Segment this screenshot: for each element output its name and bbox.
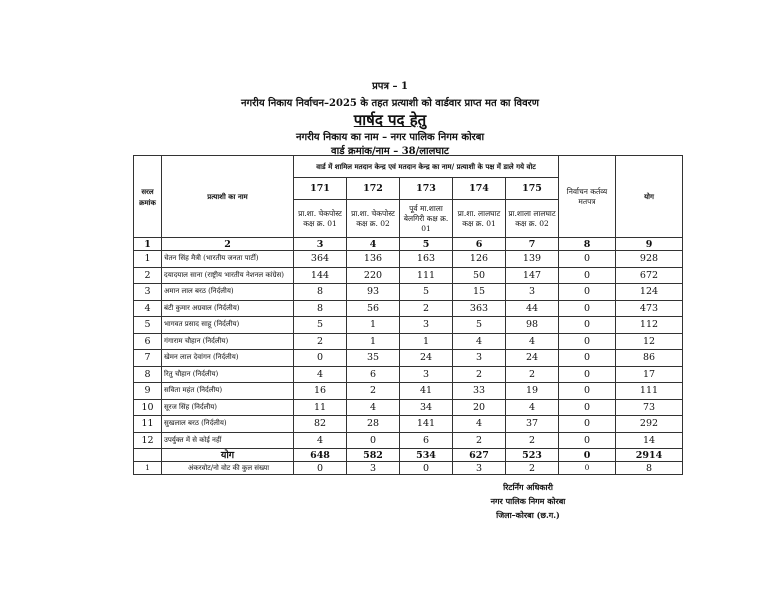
booth-name: प्रा.शा. चेकपोस्ट कक्ष क्र. 02 [347, 200, 400, 238]
postal-cell: 0 [559, 416, 616, 433]
postal-cell: 0 [559, 300, 616, 317]
total-value: 627 [453, 449, 506, 462]
vote-cell: 98 [506, 317, 559, 334]
index-row [134, 238, 683, 251]
serial-cell: 12 [134, 432, 162, 449]
vote-cell: 1 [347, 333, 400, 350]
form-number: प्रपत्र – 1 [372, 81, 408, 92]
row-total-cell: 14 [616, 432, 683, 449]
vote-cell: 15 [453, 284, 506, 301]
serial-cell: 5 [134, 317, 162, 334]
col-total-header: योग [616, 156, 683, 238]
booth-name: प्रा.शा. चेकपोस्ट कक्ष क्र. 01 [294, 200, 347, 238]
serial-cell: 1 [134, 251, 162, 268]
serial-cell: 4 [134, 300, 162, 317]
rejected-value: 2 [506, 462, 559, 475]
index-cell: 5 [400, 238, 453, 251]
col-postal-header: निर्वाचन कर्तव्य मतपत्र [559, 156, 616, 238]
vote-cell: 20 [453, 399, 506, 416]
vote-cell: 2 [453, 366, 506, 383]
vote-cell: 2 [506, 432, 559, 449]
vote-cell: 2 [453, 432, 506, 449]
vote-cell: 19 [506, 383, 559, 400]
vote-cell: 5 [453, 317, 506, 334]
row-total-cell: 12 [616, 333, 683, 350]
vote-cell: 2 [400, 300, 453, 317]
index-cell: 2 [162, 238, 294, 251]
vote-cell: 82 [294, 416, 347, 433]
total-postal: 0 [559, 449, 616, 462]
vote-cell: 4 [453, 333, 506, 350]
vote-cell: 24 [506, 350, 559, 367]
vote-cell: 4 [506, 399, 559, 416]
serial-cell: 7 [134, 350, 162, 367]
index-cell: 4 [347, 238, 400, 251]
serial-cell: 3 [134, 284, 162, 301]
booth-number: 173 [400, 178, 453, 200]
total-row [134, 449, 683, 462]
vote-cell: 4 [453, 416, 506, 433]
candidate-name: दयादयाल साना (राष्ट्रीय भारतीय नेशनल कांग्रेस) [162, 267, 294, 284]
total-sn-cell [134, 449, 162, 462]
vote-cell: 41 [400, 383, 453, 400]
row-total-cell: 111 [616, 383, 683, 400]
vote-cell: 6 [400, 432, 453, 449]
candidate-row [134, 383, 683, 400]
postal-cell: 0 [559, 366, 616, 383]
candidate-row [134, 416, 683, 433]
candidate-row [134, 366, 683, 383]
vote-cell: 1 [347, 317, 400, 334]
total-value: 648 [294, 449, 347, 462]
booth-number: 171 [294, 178, 347, 200]
vote-cell: 363 [453, 300, 506, 317]
document-title: नगरीय निकाय निर्वाचन–2025 के तहत प्रत्याशी को वार्डवार प्राप्त मत का विवरण [241, 98, 539, 109]
vote-cell: 0 [294, 350, 347, 367]
vote-cell: 144 [294, 267, 347, 284]
candidate-name: उपर्युक्त में से कोई नहीं [162, 432, 294, 449]
candidate-row [134, 432, 683, 449]
vote-cell: 11 [294, 399, 347, 416]
row-total-cell: 73 [616, 399, 683, 416]
row-total-cell: 17 [616, 366, 683, 383]
vote-cell: 147 [506, 267, 559, 284]
vote-cell: 4 [294, 432, 347, 449]
rejected-postal: 0 [559, 462, 616, 475]
vote-cell: 33 [453, 383, 506, 400]
vote-cell: 56 [347, 300, 400, 317]
candidate-name: सविता महंत (निर्दलीय) [162, 383, 294, 400]
candidate-row [134, 350, 683, 367]
rejected-total: 8 [616, 462, 683, 475]
total-label: योग [162, 449, 294, 462]
vote-cell: 16 [294, 383, 347, 400]
rejected-value: 0 [294, 462, 347, 475]
vote-cell: 5 [400, 284, 453, 301]
candidate-name: अमान लाल बरठ (निर्दलीय) [162, 284, 294, 301]
vote-cell: 93 [347, 284, 400, 301]
row-total-cell: 86 [616, 350, 683, 367]
signature-block [478, 480, 578, 522]
serial-cell: 2 [134, 267, 162, 284]
row-total-cell: 473 [616, 300, 683, 317]
vote-cell: 136 [347, 251, 400, 268]
vote-cell: 35 [347, 350, 400, 367]
vote-cell: 3 [400, 317, 453, 334]
total-value: 534 [400, 449, 453, 462]
post-title [0, 110, 780, 130]
index-cell: 8 [559, 238, 616, 251]
serial-cell: 6 [134, 333, 162, 350]
vote-cell: 141 [400, 416, 453, 433]
candidate-name: बंटी कुमार अग्रवाल (निर्दलीय) [162, 300, 294, 317]
postal-cell: 0 [559, 317, 616, 334]
vote-cell: 4 [294, 366, 347, 383]
vote-cell: 0 [347, 432, 400, 449]
total-value: 523 [506, 449, 559, 462]
vote-cell: 4 [506, 333, 559, 350]
col-candidate-header: प्रत्याशी का नाम [162, 156, 294, 238]
row-total-cell: 672 [616, 267, 683, 284]
rejected-value: 3 [453, 462, 506, 475]
postal-cell: 0 [559, 333, 616, 350]
body-name: नगरीय निकाय का नाम – नगर पालिक निगम कोरबा [295, 132, 485, 143]
rejected-value: 0 [400, 462, 453, 475]
candidate-name: खेमन लाल देवांगन (निर्दलीय) [162, 350, 294, 367]
candidate-row [134, 300, 683, 317]
booth-number: 172 [347, 178, 400, 200]
vote-cell: 24 [400, 350, 453, 367]
postal-cell: 0 [559, 251, 616, 268]
candidate-row [134, 333, 683, 350]
index-cell: 9 [616, 238, 683, 251]
candidate-name: भागवत प्रसाद साहू (निर्दलीय) [162, 317, 294, 334]
vote-cell: 3 [400, 366, 453, 383]
vote-cell: 28 [347, 416, 400, 433]
results-table [133, 155, 683, 475]
candidate-name: चेतन सिंह मैत्री (भारतीय जनता पार्टी) [162, 251, 294, 268]
postal-cell: 0 [559, 399, 616, 416]
candidate-row [134, 317, 683, 334]
postal-cell: 0 [559, 383, 616, 400]
candidate-row [134, 284, 683, 301]
index-cell: 7 [506, 238, 559, 251]
candidate-name: गंगाराम चौहान (निर्दलीय) [162, 333, 294, 350]
candidate-rows [134, 251, 683, 449]
vote-cell: 34 [400, 399, 453, 416]
post-title-text: पार्षद पद हेतु [353, 111, 427, 129]
serial-cell: 9 [134, 383, 162, 400]
vote-cell: 37 [506, 416, 559, 433]
vote-cell: 126 [453, 251, 506, 268]
candidate-row [134, 267, 683, 284]
booth-number: 175 [506, 178, 559, 200]
vote-cell: 44 [506, 300, 559, 317]
vote-cell: 3 [506, 284, 559, 301]
candidate-name: सूरज सिंह (निर्दलीय) [162, 399, 294, 416]
col-booths-header: वार्ड में शामिल मतदान केन्द्र एवं मतदान केन्द्र का नाम/ प्रत्याशी के पक्ष में डाले गये वोट [294, 156, 559, 178]
grand-total: 2914 [616, 449, 683, 462]
vote-cell: 8 [294, 300, 347, 317]
row-total-cell: 928 [616, 251, 683, 268]
vote-cell: 3 [453, 350, 506, 367]
vote-cell: 111 [400, 267, 453, 284]
col-serial-header: सरल क्रमांक [134, 156, 162, 238]
total-value: 582 [347, 449, 400, 462]
vote-cell: 4 [347, 399, 400, 416]
index-cell: 6 [453, 238, 506, 251]
rejected-sn: 1 [134, 462, 162, 475]
postal-cell: 0 [559, 284, 616, 301]
vote-cell: 2 [347, 383, 400, 400]
vote-cell: 220 [347, 267, 400, 284]
index-cell: 1 [134, 238, 162, 251]
rejected-row [134, 462, 683, 475]
vote-cell: 1 [400, 333, 453, 350]
candidate-row [134, 399, 683, 416]
rejected-value: 3 [347, 462, 400, 475]
vote-cell: 139 [506, 251, 559, 268]
postal-cell: 0 [559, 267, 616, 284]
serial-cell: 11 [134, 416, 162, 433]
vote-cell: 364 [294, 251, 347, 268]
row-total-cell: 112 [616, 317, 683, 334]
vote-cell: 50 [453, 267, 506, 284]
vote-cell: 6 [347, 366, 400, 383]
vote-cell: 2 [506, 366, 559, 383]
booth-name: पूर्व मा.शाला बेलगिरी कक्ष क्र. 01 [400, 200, 453, 238]
signature-office: नगर पालिक निगम कोरबा [490, 496, 566, 506]
vote-cell: 5 [294, 317, 347, 334]
booth-number: 174 [453, 178, 506, 200]
candidate-name: रितु चौहान (निर्दलीय) [162, 366, 294, 383]
vote-cell: 163 [400, 251, 453, 268]
vote-cell: 8 [294, 284, 347, 301]
candidate-name: सुखलाल बरठ (निर्दलीय) [162, 416, 294, 433]
serial-cell: 10 [134, 399, 162, 416]
index-cell: 3 [294, 238, 347, 251]
postal-cell: 0 [559, 350, 616, 367]
signature-title: रिटर्निंग अधिकारी [503, 482, 553, 492]
candidate-row [134, 251, 683, 268]
row-total-cell: 292 [616, 416, 683, 433]
postal-cell: 0 [559, 432, 616, 449]
row-total-cell: 124 [616, 284, 683, 301]
ward-name: वार्ड क्रमांक/नाम – 38/लालघाट [331, 146, 449, 157]
signature-district: जिला–कोरबा (छ.ग.) [496, 510, 560, 520]
rejected-label: अंकरवोट/नो वोट की कुल संख्या [162, 462, 294, 475]
booth-name: प्रा.शाला लालघाट कक्ष क्र. 02 [506, 200, 559, 238]
vote-cell: 2 [294, 333, 347, 350]
booth-name: प्रा.शा. लालघाट कक्ष क्र. 01 [453, 200, 506, 238]
serial-cell: 8 [134, 366, 162, 383]
